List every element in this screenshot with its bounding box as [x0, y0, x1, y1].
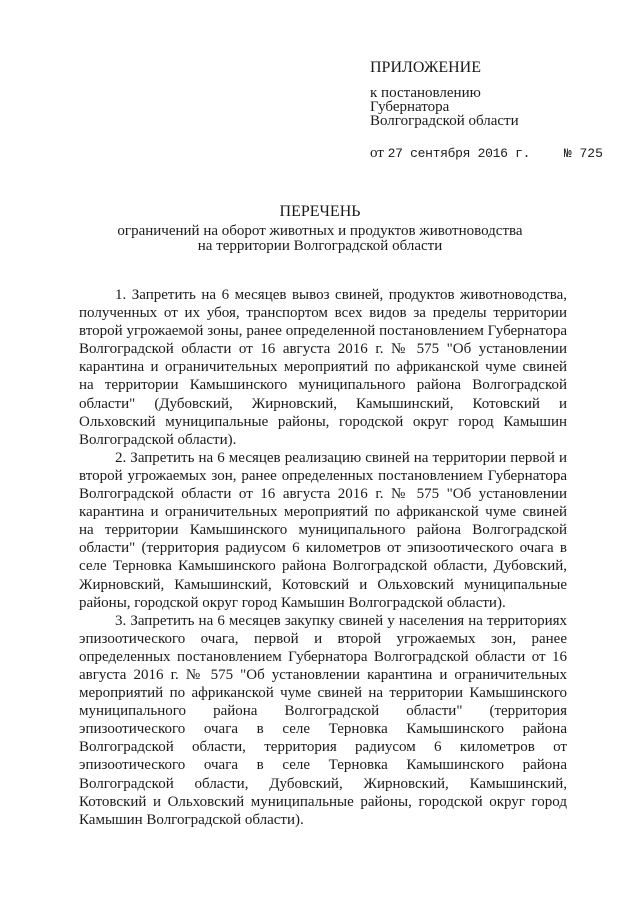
- paragraph-2: 2. Запретить на 6 месяцев реализацию свиней на территории первой и второй угрожаемых зон, ранее определенных постановлением Губернатора Волгоградской области от 16 августа 2016 г. № 575 "Об установлении карантина и ограничительных мероприятий по африканской чуме свиней на территории Камышинского муниципального района Волгоградской области" (территория радиусом 6 километров от эпизоотического очага в селе Терновка Камышинского района Волгоградской области, Дубовский, Жирновский, Камышинский, Котовский и Ольховский муниципальные районы, городской округ город Камышин Волгоградской области).: [79, 449, 567, 611]
- document-body: [79, 286, 567, 829]
- decree-prefix: от: [370, 145, 384, 161]
- paragraph-3: 3. Запретить на 6 месяцев закупку свиней у населения на территориях эпизоотического очага, первой и второй угрожаемых зон, ранее определенных постановлением Губернатора Волгоградской области от 16 августа 2016 г. № 575 "Об установлении карантина и ограничительных мероприятий по африканской чуме свиней на территории Камышинского муниципального района Волгоградской области" (территория эпизоотического очага в селе Терновка Камышинского района Волгоградской области, территория радиусом 6 километров от эпизоотического очага в селе Терновка Камышинского района Волгоградской области, Дубовский, Жирновский, Камышинский, Котовский и Ольховский муниципальные районы, городской округ город Камышин Волгоградской области).: [79, 612, 567, 828]
- appendix-block: [370, 58, 610, 163]
- appendix-title: ПРИЛОЖЕНИЕ: [370, 59, 482, 76]
- decree-reference: [370, 144, 610, 163]
- appendix-line-1: к постановлению: [370, 85, 481, 101]
- paragraph-1: 1. Запретить на 6 месяцев вывоз свиней, продуктов животноводства, полученных от их убоя, транспортом всех видов за пределы территории второй угрожаемой зоны, ранее определенной постановлением Губернатора Волгоградской области от 16 августа 2016 г. № 575 "Об установлении карантина и ограничительных мероприятий по африканской чуме свиней на территории Камышинского муниципального района Волгоградской области" (Дубовский, Жирновский, Камышинский, Котовский и Ольховский муниципальные районы, городской округ город Камышин Волгоградской области).: [79, 287, 567, 448]
- decree-number: № 725: [563, 146, 603, 161]
- appendix-line-2: Губернатора: [370, 99, 450, 115]
- subtitle-line-1: ограничений на оборот животных и продуктов животноводства: [117, 223, 523, 239]
- subtitle-line-2: на территории Волгоградской области: [197, 238, 443, 254]
- document-title: ПЕРЕЧЕНЬ: [279, 203, 361, 220]
- decree-date: 27 сентября 2016 г.: [387, 146, 531, 161]
- document-subtitle: [60, 224, 580, 254]
- appendix-line-3: Волгоградской области: [370, 113, 519, 129]
